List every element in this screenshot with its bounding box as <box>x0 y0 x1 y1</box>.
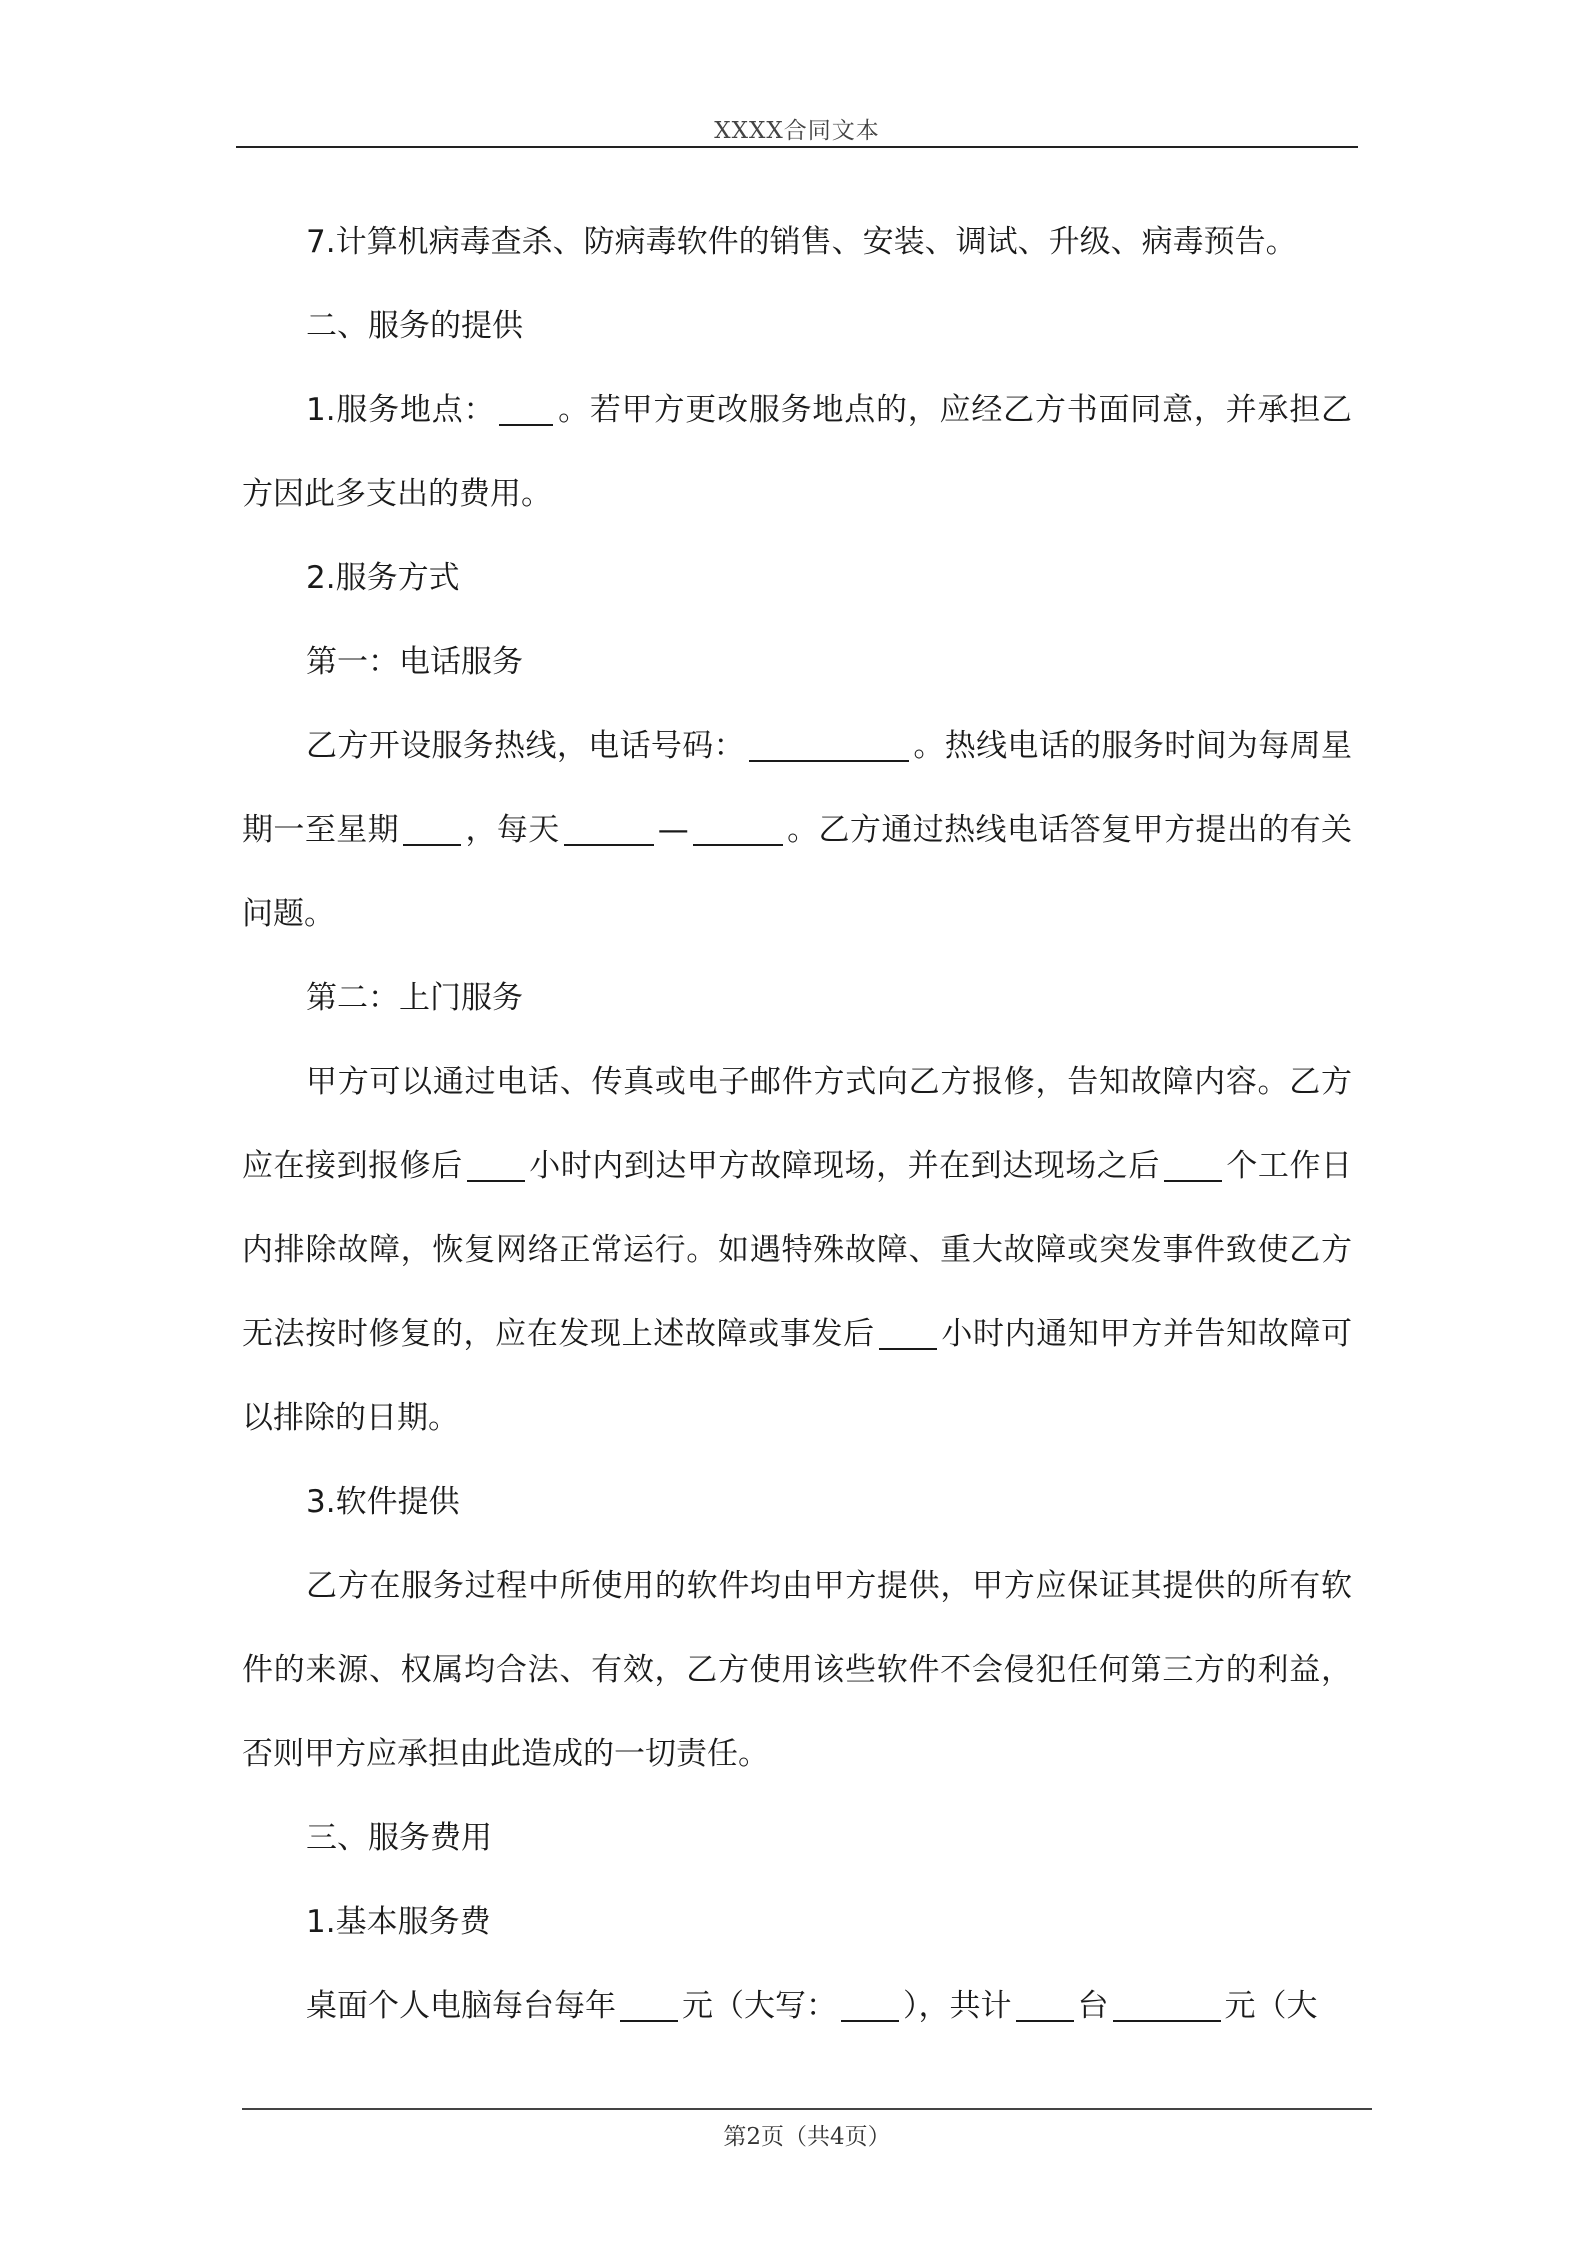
page-number: 第2页（共4页） <box>723 2124 891 2150</box>
paragraph-software: 乙方在服务过程中所使用的软件均由甲方提供，甲方应保证其提供的所有软件的来源、权属均合法、有效，乙方使用该些软件不会侵犯任何第三方的利益，否则甲方应承担由此造成的一切责任。 <box>242 1568 1352 1772</box>
text: ），共计 <box>903 1988 1012 2024</box>
paragraph-service-location <box>242 368 1352 536</box>
text: 1.服务地点： <box>306 392 496 428</box>
subheading-software-provision: 3.软件提供 <box>306 1484 460 1520</box>
text: 乙方开设服务热线，电话号码： <box>306 728 745 764</box>
subheading-phone-service: 第一：电话服务 <box>306 644 523 680</box>
text: 元（大写： <box>682 1988 837 2024</box>
paragraph-onsite-repair <box>242 1040 1352 1460</box>
text: 桌面个人电脑每台每年 <box>306 1988 616 2024</box>
paragraph-hotline <box>242 704 1352 956</box>
subheading-service-method: 2.服务方式 <box>306 560 460 596</box>
blank-field <box>879 1314 937 1350</box>
blank-field <box>693 810 783 846</box>
blank-field <box>1113 1986 1221 2022</box>
blank-field <box>1164 1146 1222 1182</box>
section-heading-service-fees: 三、服务费用 <box>306 1820 492 1856</box>
text: 。乙方通过热线电话答复甲方提出的有关问题。 <box>242 812 1353 932</box>
blank-field <box>841 1986 899 2022</box>
blank-field <box>620 1986 678 2022</box>
page-header: XXXX合同文本 <box>714 118 880 144</box>
subheading-basic-fee: 1.基本服务费 <box>306 1904 491 1940</box>
text: 台 <box>1077 1988 1109 2024</box>
text: 小时内通知甲方并告知故障可以排除的日期。 <box>242 1316 1353 1436</box>
blank-field <box>749 726 909 762</box>
section-heading-service-provision: 二、服务的提供 <box>306 308 523 344</box>
blank-field <box>403 810 461 846</box>
header-divider <box>236 146 1358 148</box>
footer-divider <box>242 2108 1372 2110</box>
text: 甲方可以通过电话、传真或电子邮件方式向乙方报修，告知故障内容。乙方应在接到报修后 <box>242 1064 1352 1184</box>
blank-field <box>1016 1986 1074 2022</box>
text: 。若甲方更改服务地点的，应经乙方书面同意，并承担乙方因此多支出的费用。 <box>242 392 1353 512</box>
document-body <box>242 200 1352 2048</box>
text: ，每天 <box>465 812 560 848</box>
paragraph-item-7: 7.计算机病毒查杀、防病毒软件的销售、安装、调试、升级、病毒预告。 <box>306 224 1297 260</box>
text: 元（大 <box>1224 1988 1318 2024</box>
text: — <box>657 812 689 848</box>
blank-field <box>467 1146 525 1182</box>
blank-field <box>499 390 553 426</box>
blank-field <box>564 810 654 846</box>
text: 。热线电话的服务时间为每周星期一至星期 <box>242 728 1352 848</box>
paragraph-desktop-fee <box>242 1964 1352 2048</box>
text: 个工作日内排除故障，恢复网络正常运行。如遇特殊故障、重大故障或突发事件致使乙方无法按时修复的，应在发现上述故障或事发后 <box>242 1148 1352 1352</box>
subheading-onsite-service: 第二：上门服务 <box>306 980 523 1016</box>
text: 小时内到达甲方故障现场，并在到达现场之后 <box>528 1148 1160 1184</box>
